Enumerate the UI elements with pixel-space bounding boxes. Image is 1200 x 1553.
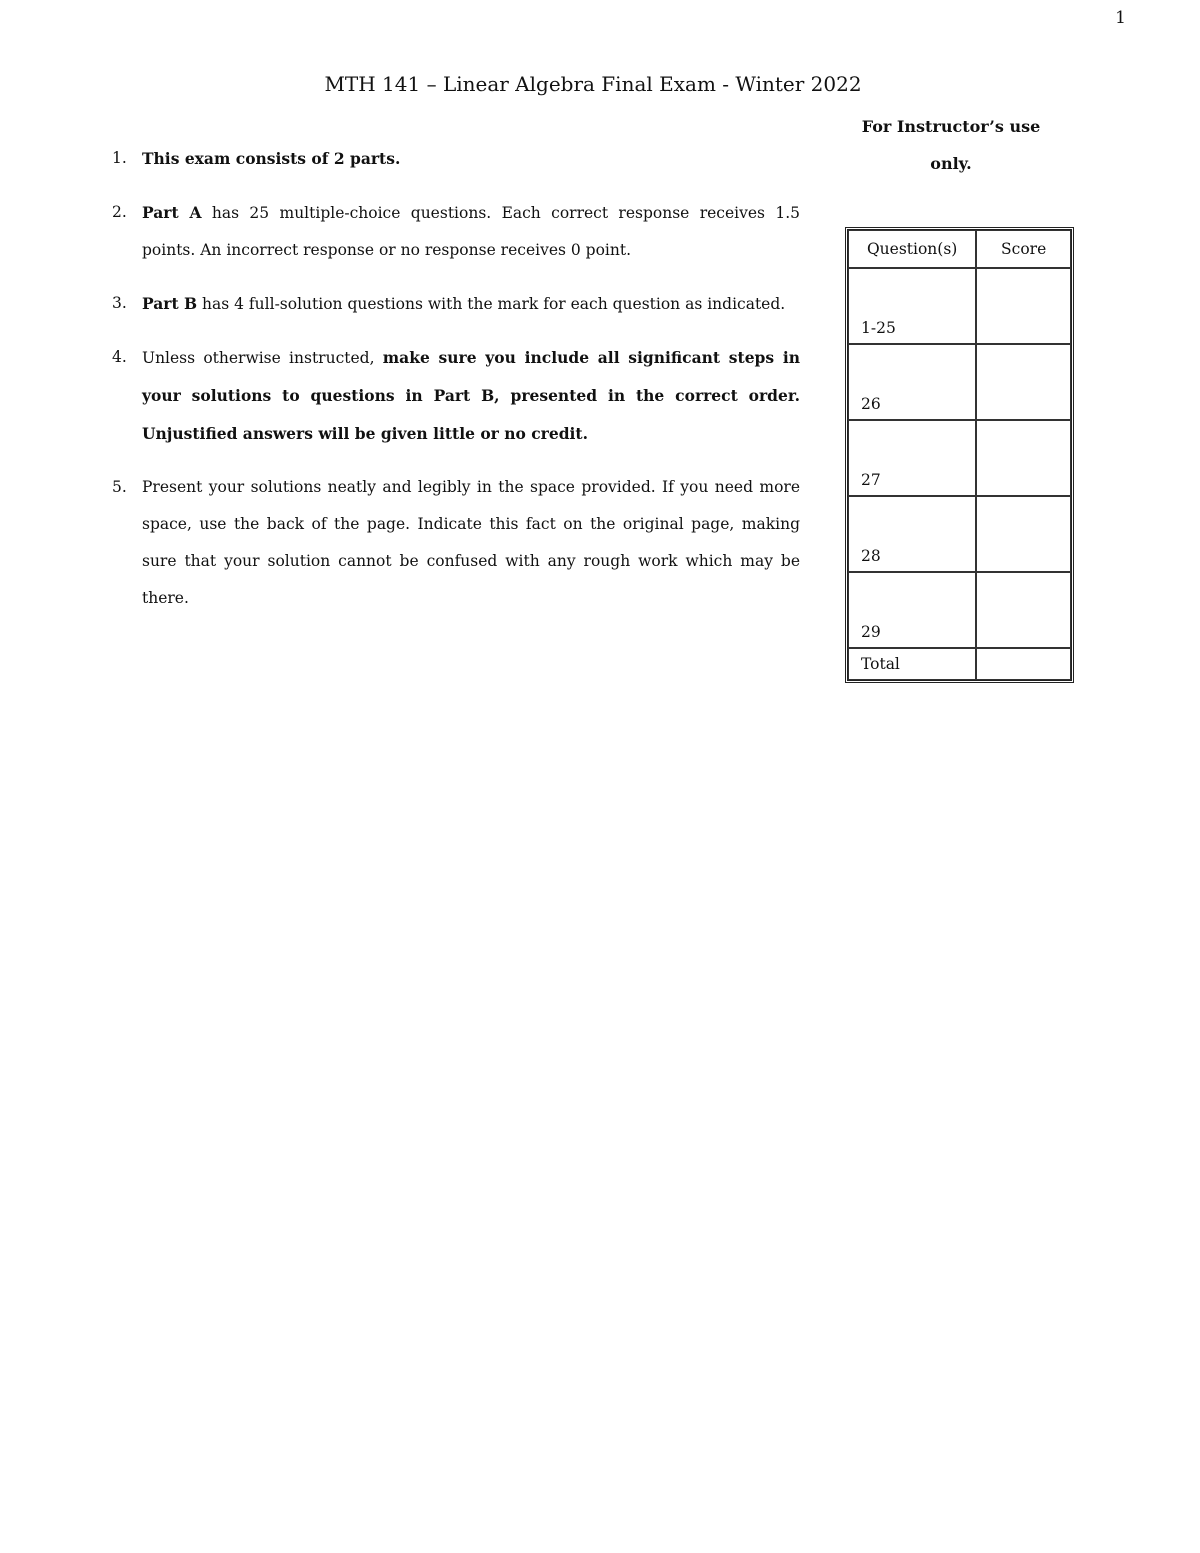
instruction-text: This exam consists of 2 parts. bbox=[142, 149, 401, 168]
score-table bbox=[845, 227, 1074, 683]
instructions-list bbox=[112, 140, 800, 633]
score-cell[interactable] bbox=[976, 344, 1071, 420]
question-cell: 28 bbox=[848, 496, 976, 572]
instructor-note: For Instructor’s use only. bbox=[861, 117, 1041, 173]
table-row bbox=[848, 420, 1071, 496]
header-questions: Question(s) bbox=[848, 230, 976, 268]
score-cell[interactable] bbox=[976, 496, 1071, 572]
instruction-text: has 4 full-solution questions with the mark for each question as indicated. bbox=[197, 295, 786, 313]
instruction-number: 3. bbox=[112, 294, 127, 312]
total-score-cell[interactable] bbox=[976, 648, 1071, 680]
instruction-item bbox=[112, 285, 800, 323]
table-row bbox=[848, 344, 1071, 420]
instruction-number: 5. bbox=[112, 478, 127, 496]
score-cell[interactable] bbox=[976, 572, 1071, 648]
instruction-number: 4. bbox=[112, 348, 127, 366]
instruction-text-bold: make sure you include all significant steps in your solutions to questions in Part B, presented in the correct order. Unjustified answers will be given little or no credit. bbox=[142, 348, 800, 443]
question-cell: 26 bbox=[848, 344, 976, 420]
table-row bbox=[848, 496, 1071, 572]
score-cell[interactable] bbox=[976, 268, 1071, 344]
question-cell: 27 bbox=[848, 420, 976, 496]
instruction-text: Unless otherwise instructed, bbox=[142, 349, 383, 367]
instruction-item bbox=[112, 194, 800, 269]
table-row bbox=[848, 268, 1071, 344]
score-cell[interactable] bbox=[976, 420, 1071, 496]
instruction-number: 1. bbox=[112, 149, 127, 167]
instruction-text: has 25 multiple-choice questions. Each correct response receives 1.5 points. An incorrect response or no response receives 0 point. bbox=[142, 204, 801, 259]
instruction-text: Present your solutions neatly and legibly in the space provided. If you need more space, use the back of the page. Indicate this fact on the original page, making sure that your solution cannot be confused with any rough work which may be there. bbox=[142, 478, 800, 607]
question-cell: 29 bbox=[848, 572, 976, 648]
page-number: 1 bbox=[1115, 8, 1126, 28]
score-table-header bbox=[848, 230, 1071, 268]
page-title: MTH 141 – Linear Algebra Final Exam - Winter 2022 bbox=[324, 72, 862, 96]
instruction-text-bold: Part B bbox=[142, 294, 198, 313]
instruction-item bbox=[112, 339, 800, 453]
instruction-text-bold: Part A bbox=[142, 203, 202, 222]
instruction-item bbox=[112, 140, 800, 178]
instruction-number: 2. bbox=[112, 203, 127, 221]
header-score: Score bbox=[976, 230, 1071, 268]
total-row bbox=[848, 648, 1071, 680]
question-cell: 1-25 bbox=[848, 268, 976, 344]
table-row bbox=[848, 572, 1071, 648]
total-label: Total bbox=[848, 648, 976, 680]
instruction-item bbox=[112, 469, 800, 617]
